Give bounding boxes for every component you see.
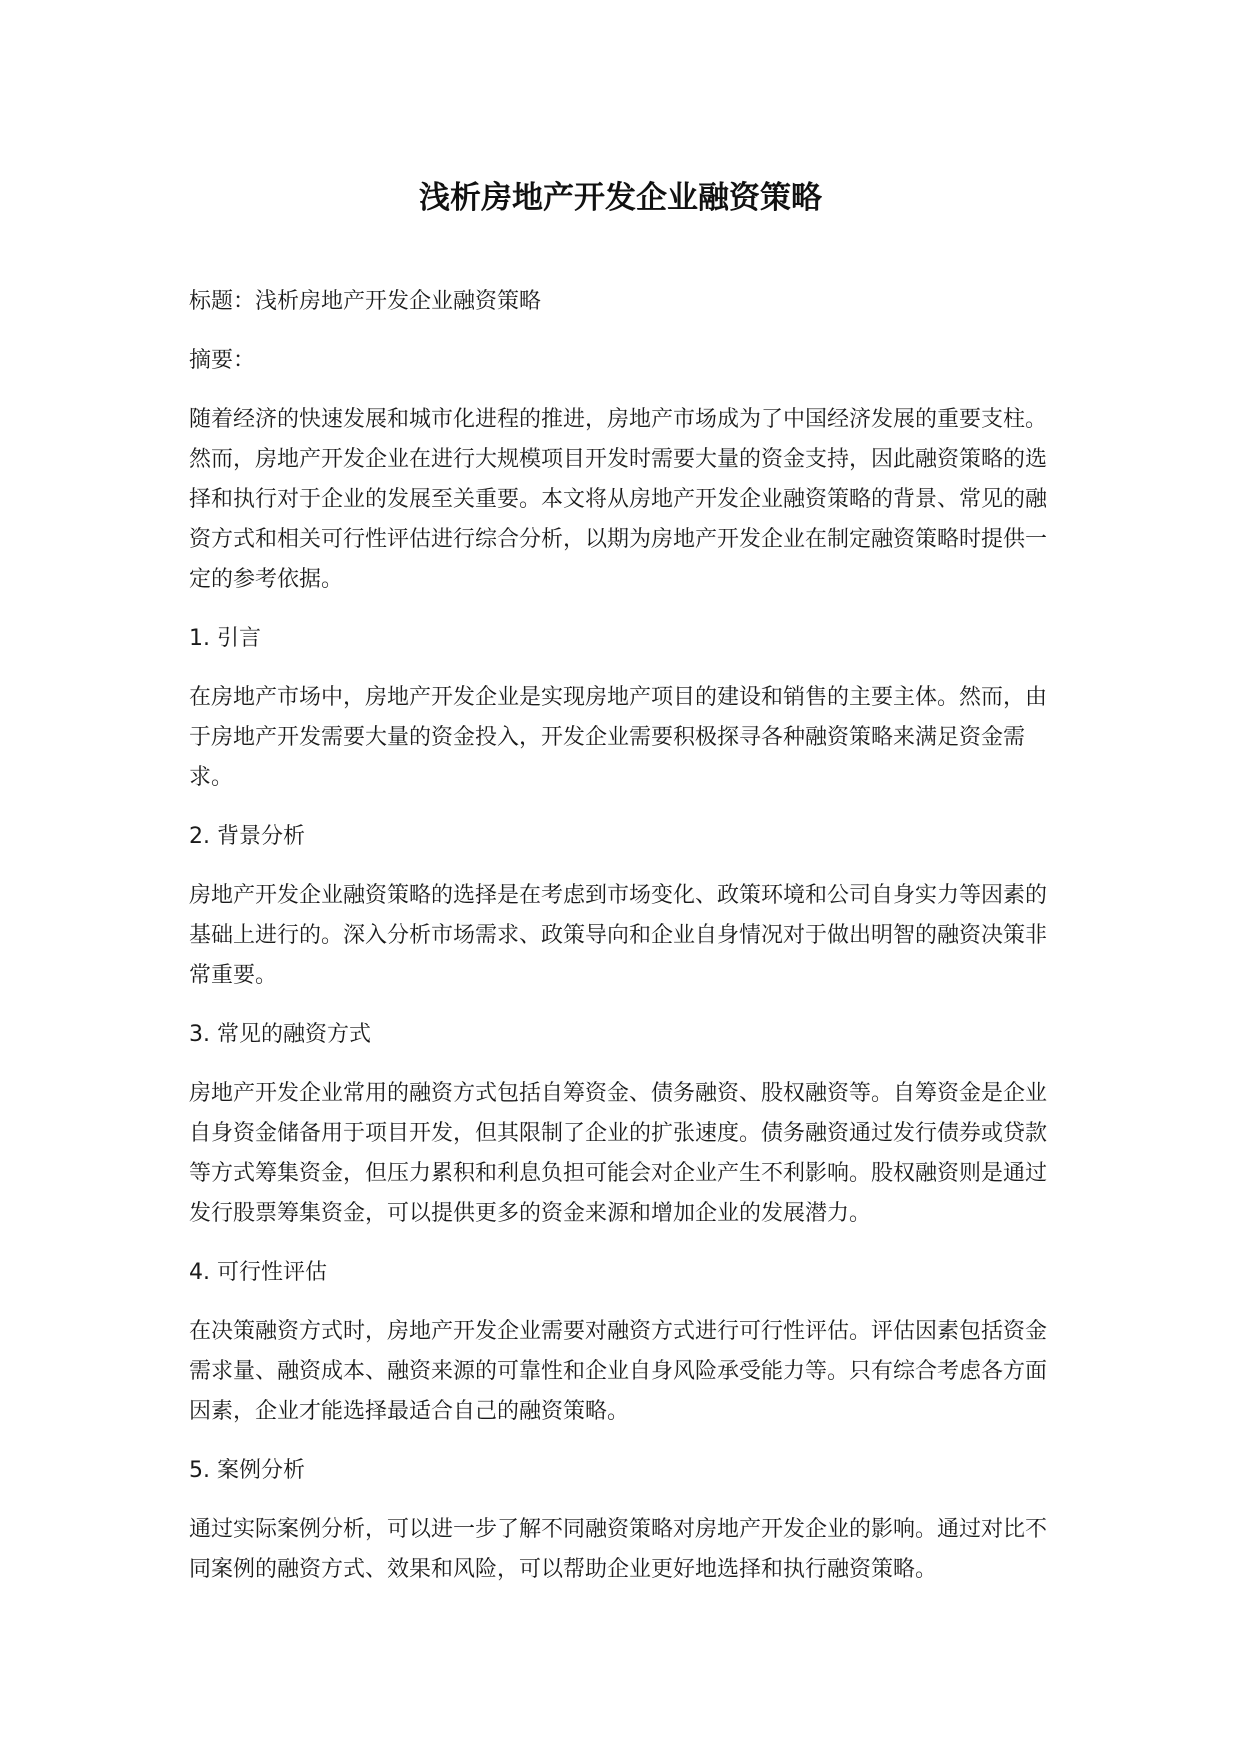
section-body-financing-methods: 房地产开发企业常用的融资方式包括自筹资金、债务融资、股权融资等。自筹资金是企业自身资金储备用于项目开发，但其限制了企业的扩张速度。债务融资通过发行债券或贷款等方式筹集资金，但压力累积和利息负担可能会对企业产生不利影响。股权融资则是通过发行股票筹集资金，可以提供更多的资金来源和增加企业的发展潜力。 [189,1081,1048,1226]
section-heading-case-study: 5. 案例分析 [189,1458,305,1483]
title-line: 标题：浅析房地产开发企业融资策略 [189,289,542,314]
section-heading-financing-methods: 3. 常见的融资方式 [189,1022,371,1047]
abstract-paragraph: 随着经济的快速发展和城市化进程的推进，房地产市场成为了中国经济发展的重要支柱。然而，房地产开发企业在进行大规模项目开发时需要大量的资金支持，因此融资策略的选择和执行对于企业的发展至关重要。本文将从房地产开发企业融资策略的背景、常见的融资方式和相关可行性评估进行综合分析，以期为房地产开发企业在制定融资策略时提供一定的参考依据。 [189,407,1048,592]
section-body-intro: 在房地产市场中，房地产开发企业是实现房地产项目的建设和销售的主要主体。然而，由于房地产开发需要大量的资金投入，开发企业需要积极探寻各种融资策略来满足资金需求。 [189,685,1048,790]
document-title: 浅析房地产开发企业融资策略 [419,180,822,216]
section-body-case-study: 通过实际案例分析，可以进一步了解不同融资策略对房地产开发企业的影响。通过对比不同案例的融资方式、效果和风险，可以帮助企业更好地选择和执行融资策略。 [189,1517,1048,1582]
section-heading-intro: 1. 引言 [189,626,261,651]
section-heading-background: 2. 背景分析 [189,824,305,849]
section-body-background: 房地产开发企业融资策略的选择是在考虑到市场变化、政策环境和公司自身实力等因素的基础上进行的。深入分析市场需求、政策导向和企业自身情况对于做出明智的融资决策非常重要。 [189,883,1048,988]
section-heading-feasibility: 4. 可行性评估 [189,1260,327,1285]
section-body-feasibility: 在决策融资方式时，房地产开发企业需要对融资方式进行可行性评估。评估因素包括资金需求量、融资成本、融资来源的可靠性和企业自身风险承受能力等。只有综合考虑各方面因素，企业才能选择最适合自己的融资策略。 [189,1319,1048,1424]
document-body [189,282,1059,1609]
abstract-label: 摘要： [189,348,256,373]
